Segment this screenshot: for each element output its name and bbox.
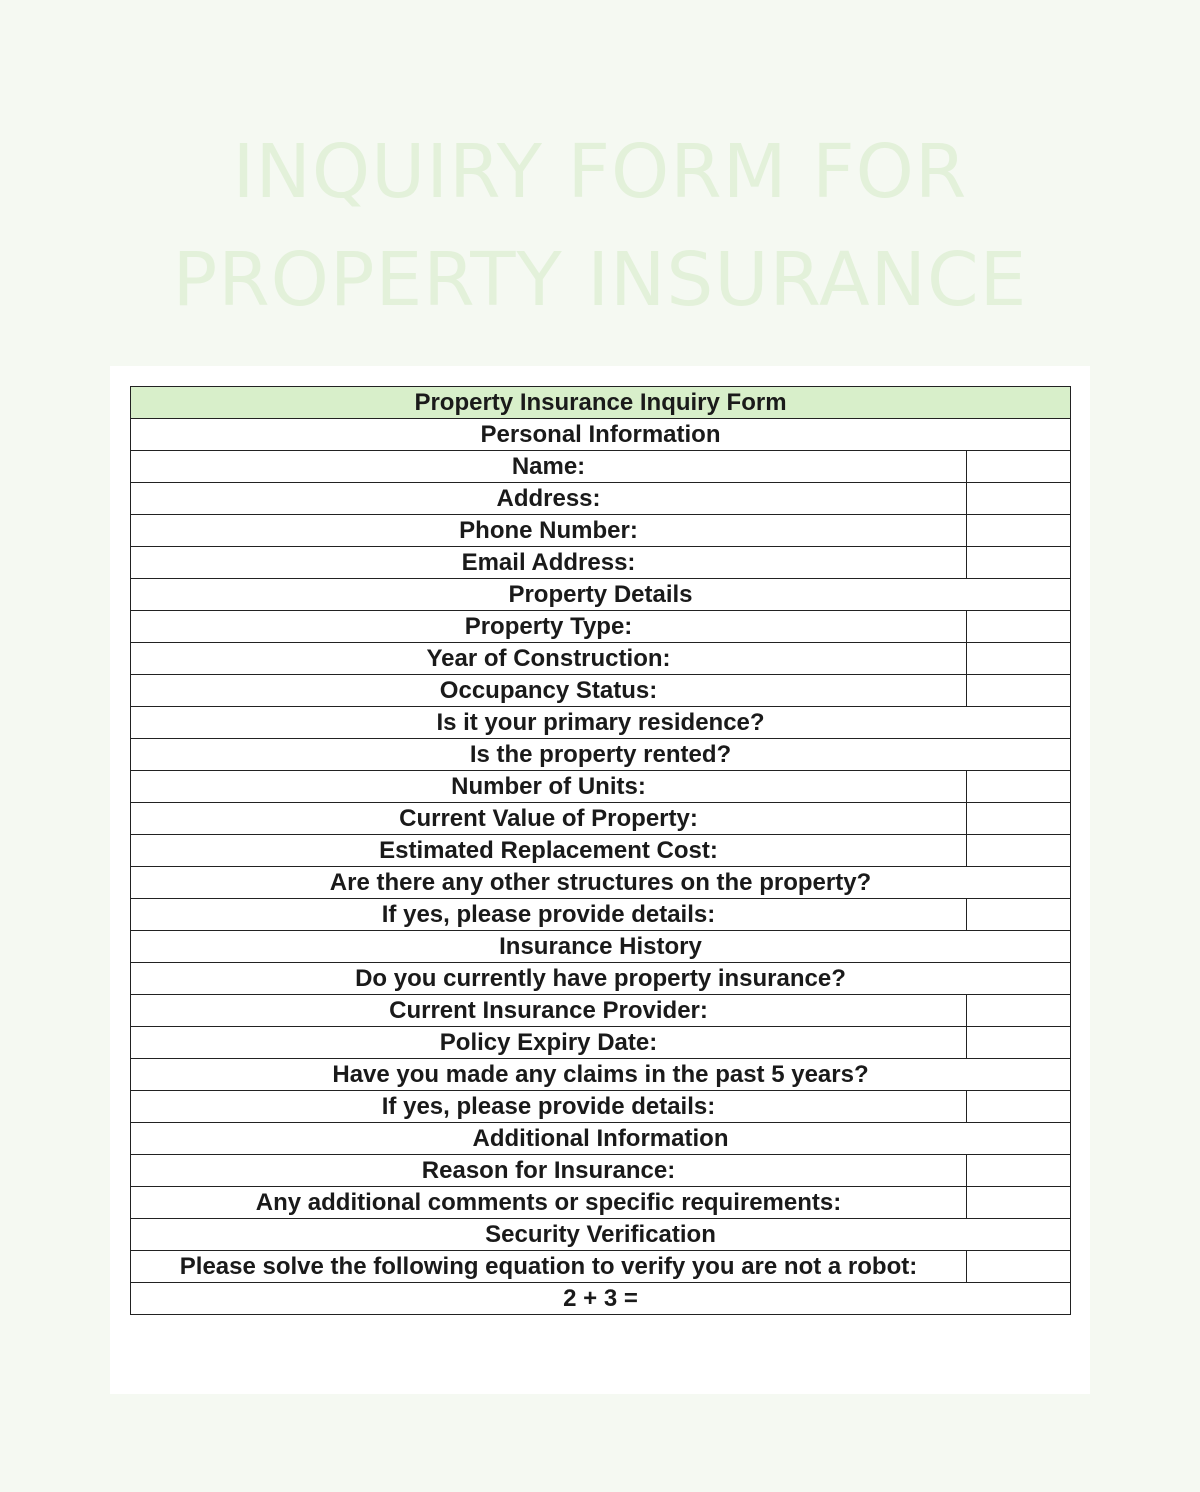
field-value-cell[interactable] bbox=[967, 803, 1071, 835]
question-row bbox=[131, 739, 1071, 771]
field-label: Name: bbox=[131, 451, 967, 483]
form-field-row bbox=[131, 1155, 1071, 1187]
form-title-row bbox=[131, 387, 1071, 419]
field-value-cell[interactable] bbox=[967, 1187, 1071, 1219]
field-label: Current Value of Property: bbox=[131, 803, 967, 835]
section-header-row bbox=[131, 1123, 1071, 1155]
inquiry-form-table bbox=[130, 386, 1071, 1315]
field-label: Phone Number: bbox=[131, 515, 967, 547]
question-row bbox=[131, 867, 1071, 899]
field-label: Policy Expiry Date: bbox=[131, 1027, 967, 1059]
field-label: Any additional comments or specific requirements: bbox=[131, 1187, 967, 1219]
form-field-row bbox=[131, 1091, 1071, 1123]
form-field-row bbox=[131, 899, 1071, 931]
section-header: Security Verification bbox=[131, 1219, 1071, 1251]
question-text: 2 + 3 = bbox=[131, 1283, 1071, 1315]
field-label: If yes, please provide details: bbox=[131, 1091, 967, 1123]
field-label: Estimated Replacement Cost: bbox=[131, 835, 967, 867]
form-field-row bbox=[131, 995, 1071, 1027]
form-field-row bbox=[131, 675, 1071, 707]
field-value-cell[interactable] bbox=[967, 835, 1071, 867]
field-value-cell[interactable] bbox=[967, 1251, 1071, 1283]
field-label: Property Type: bbox=[131, 611, 967, 643]
section-header-row bbox=[131, 1219, 1071, 1251]
page-title-line-2: PROPERTY INSURANCE bbox=[172, 237, 1028, 323]
page-title bbox=[0, 118, 1200, 334]
form-field-row bbox=[131, 835, 1071, 867]
form-title: Property Insurance Inquiry Form bbox=[131, 387, 1071, 419]
question-text: Is it your primary residence? bbox=[131, 707, 1071, 739]
field-label: Current Insurance Provider: bbox=[131, 995, 967, 1027]
form-field-row bbox=[131, 1027, 1071, 1059]
question-row bbox=[131, 707, 1071, 739]
field-label: Please solve the following equation to verify you are not a robot: bbox=[131, 1251, 967, 1283]
form-body bbox=[131, 387, 1071, 1315]
field-value-cell[interactable] bbox=[967, 1155, 1071, 1187]
field-label: Occupancy Status: bbox=[131, 675, 967, 707]
field-value-cell[interactable] bbox=[967, 995, 1071, 1027]
field-label: Number of Units: bbox=[131, 771, 967, 803]
form-field-row bbox=[131, 1251, 1071, 1283]
page-title-line-1: INQUIRY FORM FOR bbox=[232, 129, 968, 215]
field-value-cell[interactable] bbox=[967, 483, 1071, 515]
field-value-cell[interactable] bbox=[967, 643, 1071, 675]
field-label: Address: bbox=[131, 483, 967, 515]
section-header: Personal Information bbox=[131, 419, 1071, 451]
form-field-row bbox=[131, 1187, 1071, 1219]
question-row bbox=[131, 1059, 1071, 1091]
section-header-row bbox=[131, 931, 1071, 963]
field-label: Email Address: bbox=[131, 547, 967, 579]
question-row bbox=[131, 1283, 1071, 1315]
field-label: If yes, please provide details: bbox=[131, 899, 967, 931]
form-field-row bbox=[131, 643, 1071, 675]
question-text: Is the property rented? bbox=[131, 739, 1071, 771]
form-field-row bbox=[131, 611, 1071, 643]
field-label: Year of Construction: bbox=[131, 643, 967, 675]
field-value-cell[interactable] bbox=[967, 675, 1071, 707]
question-text: Do you currently have property insurance? bbox=[131, 963, 1071, 995]
question-text: Have you made any claims in the past 5 years? bbox=[131, 1059, 1071, 1091]
form-field-row bbox=[131, 451, 1071, 483]
section-header: Additional Information bbox=[131, 1123, 1071, 1155]
field-value-cell[interactable] bbox=[967, 1027, 1071, 1059]
field-value-cell[interactable] bbox=[967, 547, 1071, 579]
field-label: Reason for Insurance: bbox=[131, 1155, 967, 1187]
form-field-row bbox=[131, 515, 1071, 547]
section-header-row bbox=[131, 419, 1071, 451]
form-field-row bbox=[131, 547, 1071, 579]
section-header: Insurance History bbox=[131, 931, 1071, 963]
form-field-row bbox=[131, 483, 1071, 515]
field-value-cell[interactable] bbox=[967, 1091, 1071, 1123]
form-field-row bbox=[131, 803, 1071, 835]
form-field-row bbox=[131, 771, 1071, 803]
field-value-cell[interactable] bbox=[967, 515, 1071, 547]
section-header-row bbox=[131, 579, 1071, 611]
field-value-cell[interactable] bbox=[967, 611, 1071, 643]
question-text: Are there any other structures on the property? bbox=[131, 867, 1071, 899]
question-row bbox=[131, 963, 1071, 995]
field-value-cell[interactable] bbox=[967, 771, 1071, 803]
field-value-cell[interactable] bbox=[967, 451, 1071, 483]
field-value-cell[interactable] bbox=[967, 899, 1071, 931]
section-header: Property Details bbox=[131, 579, 1071, 611]
